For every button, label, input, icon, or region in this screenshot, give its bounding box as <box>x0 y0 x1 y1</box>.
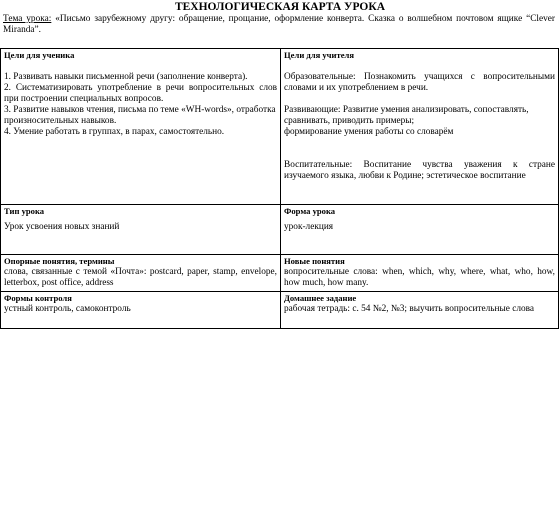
teacher-goals-cell <box>281 49 559 205</box>
homework-header: Домашнее задание <box>284 293 357 303</box>
student-goal-item: 2. Систематизировать употребление в речи вопросительных слов при построении специальных вопросов. <box>4 83 277 104</box>
key-concepts-cell <box>1 255 281 292</box>
page-title: ТЕХНОЛОГИЧЕСКАЯ КАРТА УРОКА <box>174 1 386 13</box>
teacher-goals-header: Цели для учителя <box>284 50 354 60</box>
lesson-form-header: Форма урока <box>284 206 336 216</box>
teacher-goal-upbringing: Воспитательные: Воспитание чувства уважения к стране изучаемого языка, любви к Родине; эстетическое воспитание <box>284 160 555 181</box>
teacher-goal-developing-2: формирование умения работы со словарём <box>284 127 454 137</box>
key-concepts-header: Опорные понятия, термины <box>4 256 115 266</box>
concepts-row <box>1 255 559 292</box>
lesson-topic <box>3 14 555 36</box>
control-forms-value: устный контроль, самоконтроль <box>4 304 131 314</box>
key-concepts-value: слова, связанные с темой «Почта»: postcard, paper, stamp, envelope, letterbox, post office, address <box>4 267 277 288</box>
new-concepts-cell <box>281 255 559 292</box>
lesson-type-header: Тип урока <box>4 206 45 216</box>
type-form-row <box>1 205 559 255</box>
goals-row <box>1 49 559 205</box>
new-concepts-value: вопросительные слова: when, which, why, where, what, who, how, how much, how many. <box>284 267 555 288</box>
lesson-map-table <box>0 48 559 329</box>
student-goals-cell <box>1 49 281 205</box>
topic-label: Тема урока: <box>3 14 52 24</box>
teacher-goal-developing: Развивающие: Развитие умения анализировать, сопоставлять, сравнивать, приводить примеры; <box>284 105 529 126</box>
student-goals-header: Цели для ученика <box>4 50 75 60</box>
homework-value: рабочая тетрадь: с. 54 №2, №3; выучить вопросительные слова <box>284 304 535 314</box>
control-forms-header: Формы контроля <box>4 293 72 303</box>
control-forms-cell <box>1 292 281 329</box>
lesson-type-value: Урок усвоения новых знаний <box>4 222 120 232</box>
lesson-form-value: урок-лекция <box>284 222 334 232</box>
control-homework-row <box>1 292 559 329</box>
lesson-form-cell <box>281 205 559 255</box>
student-goal-item: 4. Умение работать в группах, в парах, самостоятельно. <box>4 127 225 137</box>
teacher-goal-educational: Образовательные: Познакомить учащихся с вопросительными словами и их употреблением в речи. <box>284 72 555 93</box>
homework-cell <box>281 292 559 329</box>
student-goal-item: 3. Развитие навыков чтения, письма по теме «WH-words», отработка произносительных навыков. <box>4 105 276 126</box>
topic-text: «Письмо зарубежному другу: обращение, прощание, оформление конверта. Сказка о волшебном почтовом ящике “Clever Miranda”. <box>3 14 555 35</box>
new-concepts-header: Новые понятия <box>284 256 345 266</box>
student-goal-item: 1. Развивать навыки письменной речи (заполнение конверта). <box>4 72 248 82</box>
lesson-type-cell <box>1 205 281 255</box>
